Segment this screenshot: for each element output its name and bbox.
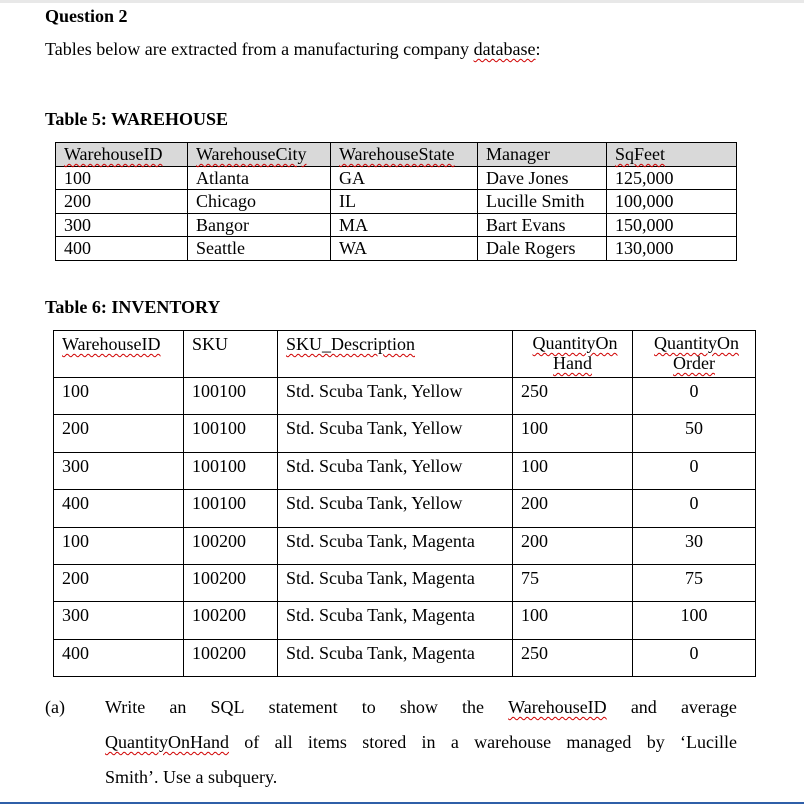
table-cell: 300 (54, 602, 184, 639)
table-row (54, 452, 756, 489)
intro-body: Tables below are extracted from a manufacturing company (45, 39, 474, 59)
header-label: SKU_Description (286, 334, 415, 354)
table-cell: Lucille Smith (478, 190, 607, 214)
table-cell: Dale Rogers (478, 237, 607, 261)
table-row (56, 213, 737, 237)
table-cell: 400 (54, 639, 184, 676)
table-cell: 30 (633, 527, 756, 564)
table-cell: Std. Scuba Tank, Yellow (278, 490, 513, 527)
table-cell: Chicago (188, 190, 331, 214)
table-cell: 100200 (184, 527, 278, 564)
table-cell: 100100 (184, 378, 278, 415)
table-row (56, 190, 737, 214)
table-cell: 200 (54, 415, 184, 452)
intro-text (45, 39, 541, 60)
warehouse-table (55, 142, 737, 261)
header-label: WarehouseState (339, 144, 455, 164)
word: to (361, 697, 376, 717)
table-cell: 100,000 (607, 190, 737, 214)
table-cell: Bangor (188, 213, 331, 237)
table-row (54, 378, 756, 415)
word: Write (105, 697, 146, 717)
intro-end: : (535, 39, 541, 59)
header-label: WarehouseID (62, 334, 161, 354)
table-row (54, 639, 756, 676)
table-cell: 200 (513, 527, 633, 564)
table-cell: 75 (513, 564, 633, 601)
table-cell: 0 (633, 490, 756, 527)
table-cell: IL (331, 190, 478, 214)
table-cell: 100 (54, 378, 184, 415)
word: and (630, 697, 657, 717)
table-cell: 100100 (184, 490, 278, 527)
header-label: SKU (192, 334, 229, 354)
table-cell: GA (331, 166, 478, 190)
table-cell: Std. Scuba Tank, Magenta (278, 527, 513, 564)
question-a-line1 (105, 697, 737, 718)
table-cell: 300 (54, 452, 184, 489)
header-label: WarehouseCity (196, 144, 307, 164)
table-cell: 100 (56, 166, 188, 190)
table-cell: 75 (633, 564, 756, 601)
table-cell: 100 (513, 602, 633, 639)
word: SQL (210, 697, 245, 717)
table-cell: 250 (513, 639, 633, 676)
table-cell: 100 (513, 415, 633, 452)
table-cell: Std. Scuba Tank, Yellow (278, 452, 513, 489)
header-label: Manager (486, 144, 550, 164)
word: show (399, 697, 438, 717)
column-header (331, 143, 478, 167)
column-header (56, 143, 188, 167)
intro-flagged-word: database (473, 39, 536, 59)
table-cell: Dave Jones (478, 166, 607, 190)
word: the (462, 697, 485, 717)
column-header (607, 143, 737, 167)
table-cell: 250 (513, 378, 633, 415)
table-cell: Std. Scuba Tank, Yellow (278, 378, 513, 415)
table-cell: 200 (54, 564, 184, 601)
table-cell: 300 (56, 213, 188, 237)
table-cell: 200 (513, 490, 633, 527)
column-header (633, 331, 756, 378)
table-cell: 100200 (184, 639, 278, 676)
table-cell: 100100 (184, 415, 278, 452)
table-cell: Std. Scuba Tank, Yellow (278, 415, 513, 452)
table-cell: Atlanta (188, 166, 331, 190)
question-a-label: (a) (45, 697, 65, 717)
inventory-table (53, 330, 756, 677)
word: WarehouseID (508, 697, 607, 717)
table-cell: 100200 (184, 602, 278, 639)
question-a-line3: Smith’. Use a subquery. (105, 767, 278, 787)
word: statement (268, 697, 338, 717)
column-header (478, 143, 607, 167)
table-cell: 400 (56, 237, 188, 261)
flagged-word: QuantityOnHand (105, 732, 229, 752)
question-heading: Question 2 (45, 6, 128, 26)
bottom-border (0, 802, 804, 804)
table-cell: 100200 (184, 564, 278, 601)
table-cell: 400 (54, 490, 184, 527)
table-cell: Std. Scuba Tank, Magenta (278, 602, 513, 639)
header-label: QuantityOn Order (654, 333, 739, 373)
table-cell: Std. Scuba Tank, Magenta (278, 564, 513, 601)
table-cell: 0 (633, 452, 756, 489)
table-cell: 100 (633, 602, 756, 639)
table-cell: MA (331, 213, 478, 237)
header-label: SqFeet (615, 144, 666, 164)
table-cell: WA (331, 237, 478, 261)
table-cell: 50 (633, 415, 756, 452)
question-a-line2 (105, 732, 737, 753)
table-row (54, 415, 756, 452)
word: average (680, 697, 737, 717)
table-row (54, 527, 756, 564)
table-row (56, 166, 737, 190)
table-row (56, 237, 737, 261)
table6-title: Table 6: INVENTORY (45, 297, 221, 317)
table-cell: Seattle (188, 237, 331, 261)
table-cell: 130,000 (607, 237, 737, 261)
column-header (188, 143, 331, 167)
table-cell: 100 (54, 527, 184, 564)
table-cell: 0 (633, 378, 756, 415)
column-header (184, 331, 278, 378)
table5-title: Table 5: WAREHOUSE (45, 109, 229, 129)
header-row (54, 331, 756, 378)
header-label: WarehouseID (64, 144, 163, 164)
table-cell: 100 (513, 452, 633, 489)
word: an (169, 697, 187, 717)
table-cell: Bart Evans (478, 213, 607, 237)
table-cell: 100100 (184, 452, 278, 489)
top-border (0, 0, 804, 3)
table-cell: 125,000 (607, 166, 737, 190)
header-row (56, 143, 737, 167)
column-header (513, 331, 633, 378)
line2-text: of all items stored in a warehouse managed by ‘Lucille (228, 732, 737, 752)
table-cell: 200 (56, 190, 188, 214)
table-cell: Std. Scuba Tank, Magenta (278, 639, 513, 676)
table-row (54, 564, 756, 601)
column-header (278, 331, 513, 378)
table-row (54, 490, 756, 527)
table-row (54, 602, 756, 639)
table-cell: 150,000 (607, 213, 737, 237)
column-header (54, 331, 184, 378)
header-label: QuantityOn Hand (532, 333, 618, 373)
table-cell: 0 (633, 639, 756, 676)
